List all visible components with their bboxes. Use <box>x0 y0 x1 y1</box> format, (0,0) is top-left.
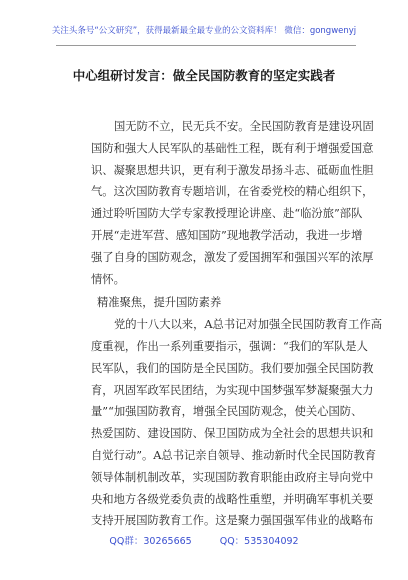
paragraph-line: 领导体制机制改革，实现国防教育职能由政府主导向党中 <box>91 470 374 484</box>
paragraph-line: 识、凝聚思想共识，更有利于激发昂扬斗志、砥砺血性胆 <box>91 163 374 177</box>
paragraph-line: 国无防不立，民无兵不安。全民国防教育是建设巩固 <box>114 120 374 133</box>
document-body <box>91 116 382 532</box>
paragraph-line: 度重视，作出一系列重要指示，强调：“我们的军队是人 <box>91 339 368 353</box>
footer-qq-group: QQ群：30265665 <box>109 536 192 547</box>
paragraph-line: 情怀。 <box>91 272 125 286</box>
footer-contact <box>0 533 408 547</box>
paragraph-line: 热爱国防、建设国防、保卫国防成为全社会的思想共识和 <box>91 427 374 441</box>
document-title: 中心组研讨发言：做全民国防教育的坚定实践者 <box>72 68 336 83</box>
paragraph-line: 通过聆听国防大学专家教授理论讲座、赴“临汾旅”部队 <box>91 207 363 221</box>
header-divider <box>56 45 356 46</box>
section-heading: 精准聚焦，提升国防素养 <box>97 296 222 310</box>
paragraph-line: 育，巩固军政军民团结，为实现中国梦强军梦凝聚强大力 <box>91 383 374 397</box>
paragraph-line: 气。这次国防教育专题培训，在省委党校的精心组织下， <box>91 185 374 199</box>
paragraph-line: 开展“走进军营、感知国防”现地教学活动，我进一步增 <box>91 228 363 242</box>
paragraph-line: 支持开展国防教育工作。这是聚力强国强军伟业的战略布 <box>91 514 374 528</box>
paragraph-line: 党的十八大以来，A总书记对加强全民国防教育工作高 <box>114 318 382 332</box>
paragraph-line: 自觉行动”。A总书记亲自领导、推动新时代全民国防教育 <box>91 448 377 462</box>
paragraph-line: 量”“加强国防教育，增强全民国防观念，使关心国防、 <box>91 405 363 419</box>
paragraph-line: 央和地方各级党委负责的战略性重塑，并明确军事机关要 <box>91 492 374 506</box>
paragraph-line: 强了自身的国防观念，激发了爱国拥军和强国兴军的浓厚 <box>91 250 374 264</box>
paragraph-line: 民军队，我们的国防是全民国防。我们要加强全民国防教 <box>91 361 374 375</box>
footer-qq: QQ：535304092 <box>219 536 299 547</box>
header-note: 关注头条号“公文研究”，获得最新最全最专业的公文资料库！ 微信：gongwenyj <box>51 26 357 36</box>
paragraph-line: 国防和强大人民军队的基础性工程，既有利于增强爱国意 <box>91 141 374 155</box>
